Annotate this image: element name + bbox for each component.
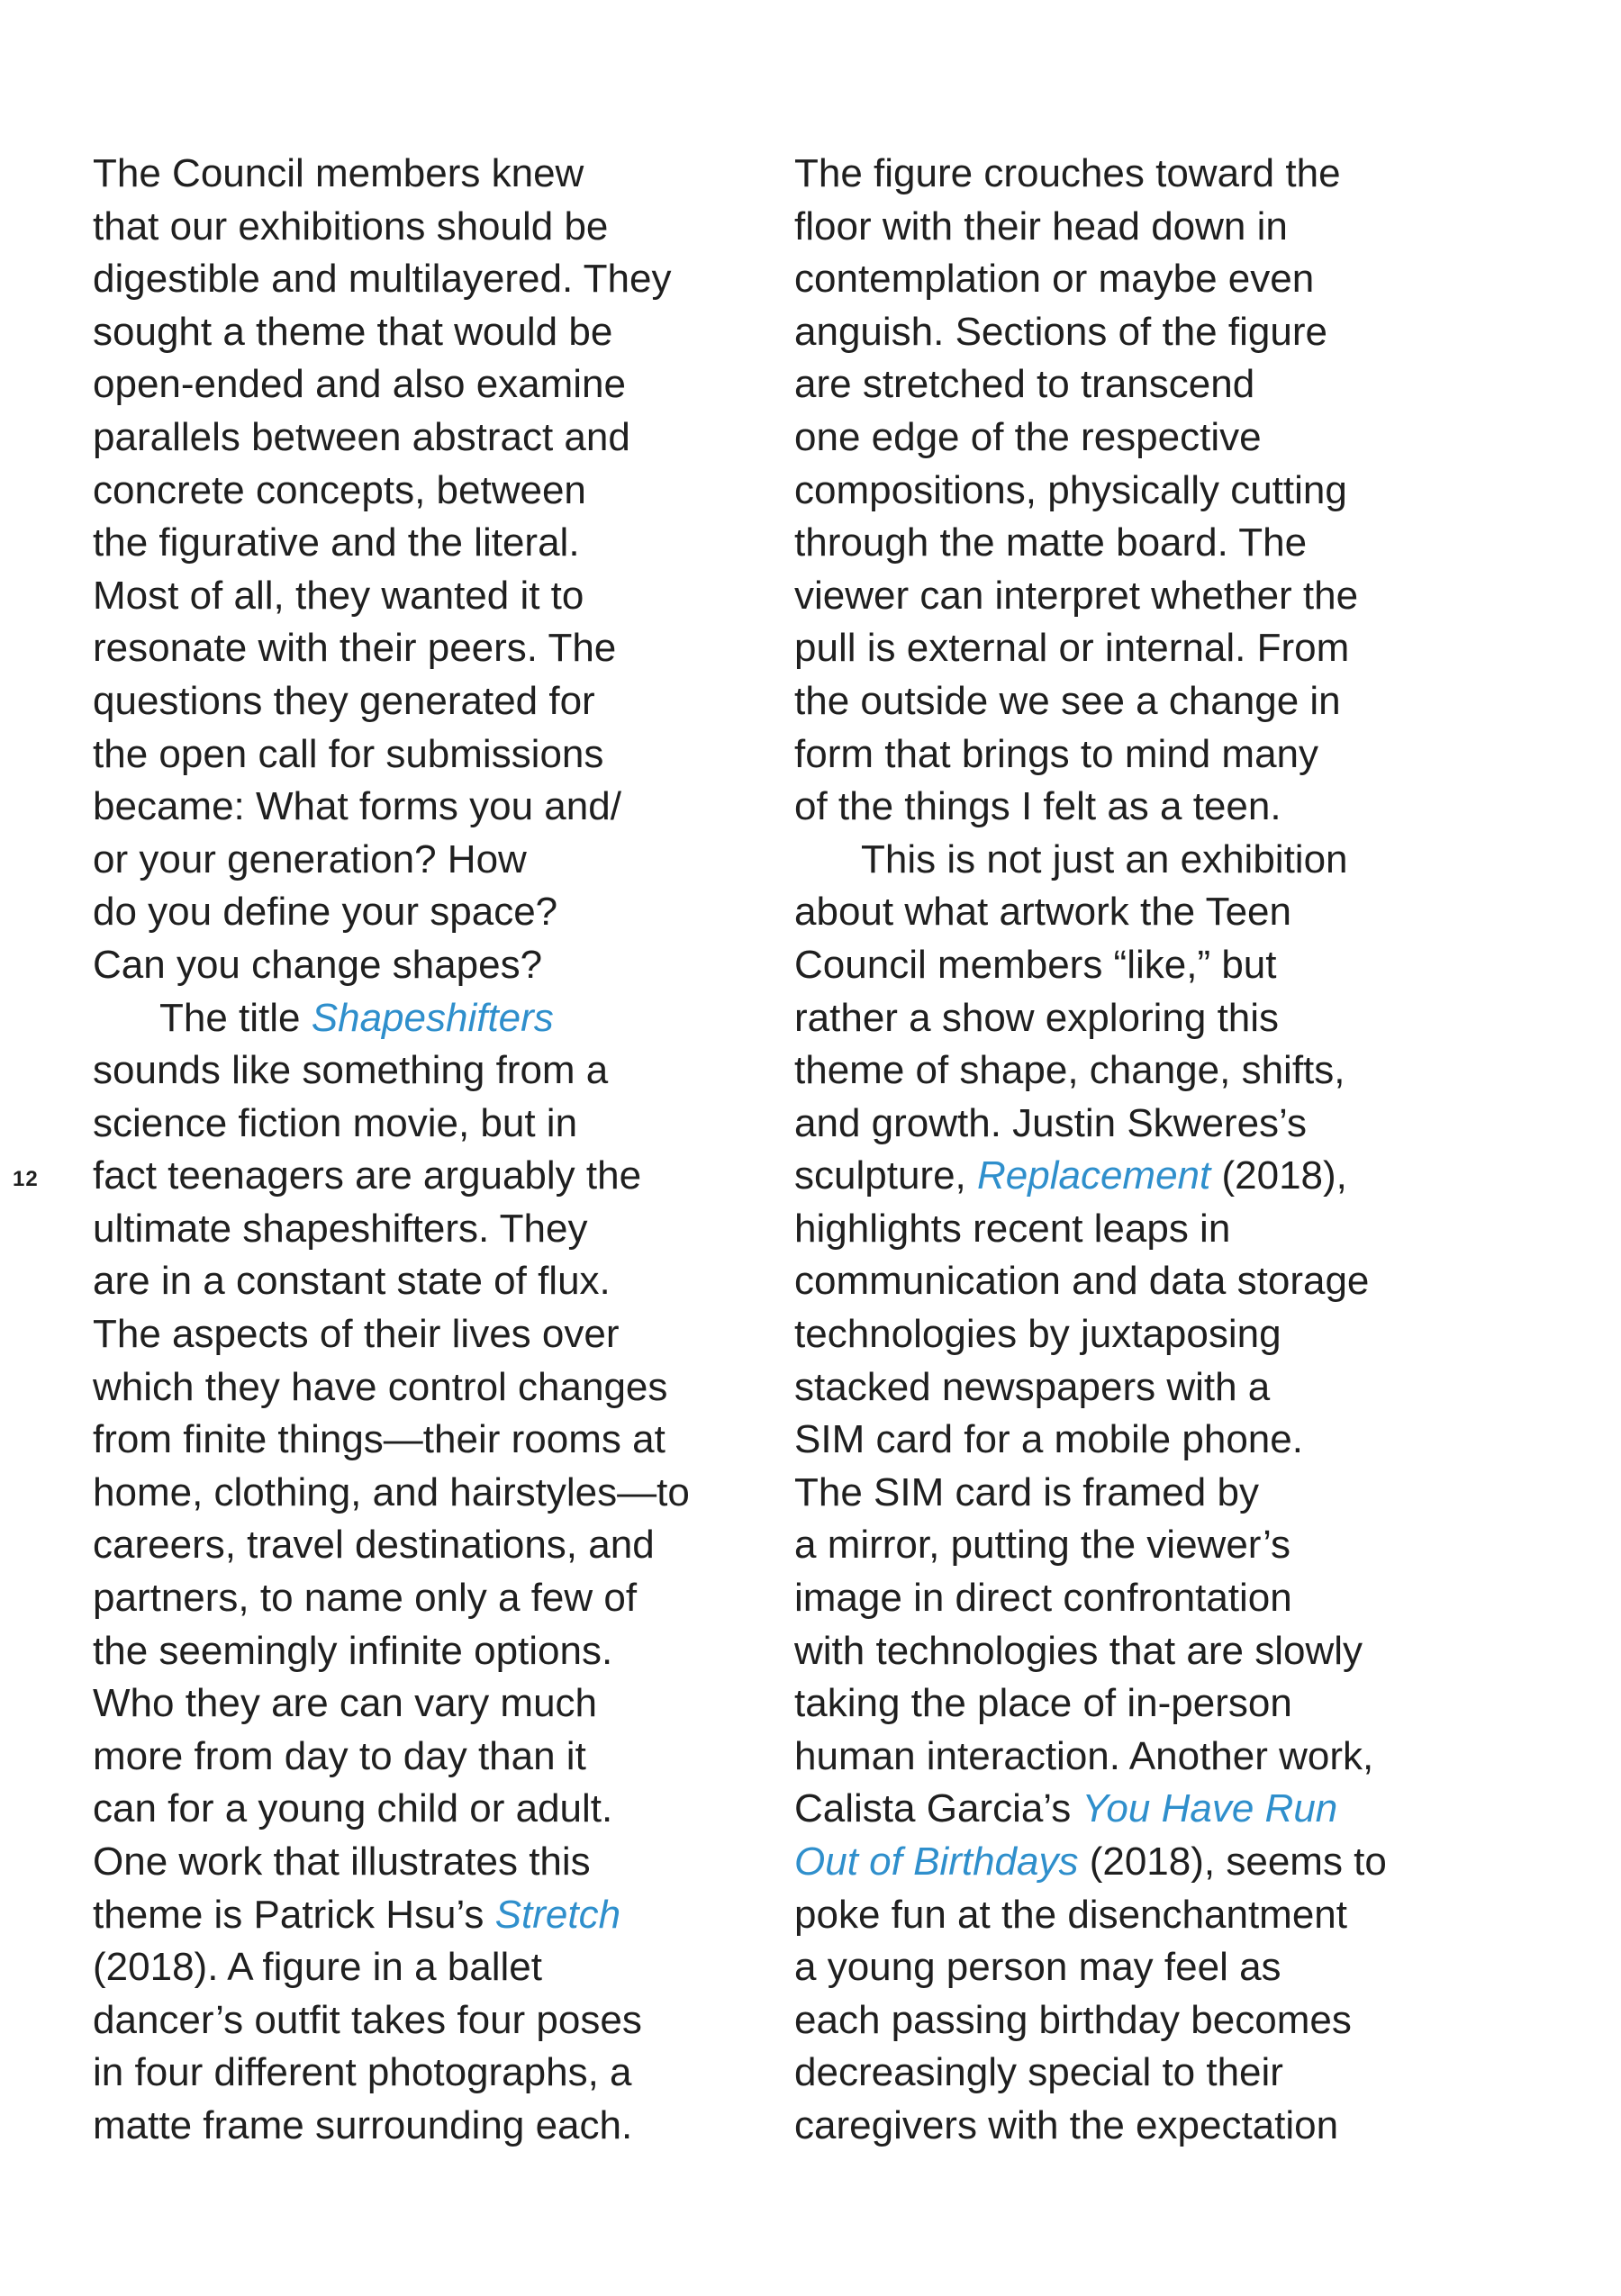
body-text: careers, travel destinations, and	[93, 1523, 655, 1568]
body-text: image in direct confrontation	[794, 1576, 1292, 1621]
text-line	[93, 201, 759, 254]
text-line	[93, 1677, 759, 1731]
text-line	[794, 1150, 1479, 1203]
text-line	[794, 517, 1479, 570]
body-text: The figure crouches toward the	[794, 151, 1341, 195]
body-text: highlights recent leaps in	[794, 1206, 1231, 1251]
body-text: through the matte board. The	[794, 520, 1308, 565]
text-line	[794, 1203, 1479, 1256]
text-line	[93, 781, 759, 834]
body-text: decreasingly special to their	[794, 2050, 1283, 2095]
text-line	[794, 622, 1479, 675]
text-line	[93, 1150, 759, 1203]
body-text: about what artwork the Teen	[794, 890, 1291, 935]
text-line	[794, 2047, 1479, 2100]
text-line	[794, 1308, 1479, 1361]
body-text: (2018),	[1210, 1153, 1347, 1198]
text-line	[794, 834, 1479, 887]
text-line	[93, 1889, 759, 1942]
text-line	[93, 1203, 759, 1256]
text-line	[794, 1731, 1479, 1784]
body-text: from finite things—their rooms at	[93, 1417, 666, 1462]
body-text: (2018). A figure in a ballet	[93, 1945, 542, 1990]
text-line	[93, 1467, 759, 1520]
text-line	[794, 358, 1479, 411]
text-line	[794, 1044, 1479, 1098]
body-text: dancer’s outfit takes four poses	[93, 1997, 642, 2042]
body-text: parallels between abstract and	[93, 414, 630, 459]
body-text: This is not just an exhibition	[861, 836, 1348, 881]
text-line	[93, 939, 759, 992]
text-line	[794, 939, 1479, 992]
text-line	[794, 886, 1479, 939]
text-line	[93, 1414, 759, 1467]
body-text: human interaction. Another work,	[794, 1733, 1374, 1778]
text-line	[93, 622, 759, 675]
body-text: Council members “like,” but	[794, 942, 1277, 987]
text-line	[794, 411, 1479, 465]
body-text: theme of shape, change, shifts,	[794, 1048, 1345, 1093]
text-line	[794, 1941, 1479, 1994]
text-line	[93, 1098, 759, 1151]
body-text: Most of all, they wanted it to	[93, 573, 584, 618]
body-text: (2018), seems to	[1078, 1840, 1387, 1884]
body-text: The aspects of their lives over	[93, 1312, 620, 1357]
text-line	[93, 411, 759, 465]
text-line	[794, 148, 1479, 201]
text-line	[794, 992, 1479, 1045]
text-line	[93, 1941, 759, 1994]
body-text: compositions, physically cutting	[794, 467, 1347, 512]
text-line	[93, 1044, 759, 1098]
text-line	[794, 1361, 1479, 1415]
text-line	[794, 306, 1479, 359]
body-text: SIM card for a mobile phone.	[794, 1417, 1303, 1462]
text-line	[93, 465, 759, 518]
text-line	[93, 570, 759, 623]
text-line	[794, 1836, 1479, 1889]
body-text: became: What forms you and/	[93, 784, 621, 829]
body-text: The Council members knew	[93, 151, 584, 195]
text-line	[93, 148, 759, 201]
body-text: that our exhibitions should be	[93, 203, 609, 249]
text-line	[93, 517, 759, 570]
body-text: matte frame surrounding each.	[93, 2102, 633, 2147]
text-line	[794, 1467, 1479, 1520]
text-line	[794, 1255, 1479, 1308]
text-line	[794, 570, 1479, 623]
text-line	[93, 1255, 759, 1308]
text-line	[794, 781, 1479, 834]
text-line	[93, 1361, 759, 1415]
body-text: stacked newspapers with a	[794, 1364, 1271, 1409]
text-line	[794, 1783, 1479, 1836]
body-text: a young person may feel as	[794, 1945, 1281, 1990]
body-text: sought a theme that would be	[93, 309, 613, 354]
body-text: more from day to day than it	[93, 1733, 586, 1778]
body-text: pull is external or internal. From	[794, 626, 1350, 671]
text-line	[794, 1625, 1479, 1678]
body-text: the outside we see a change in	[794, 678, 1341, 723]
body-text: rather a show exploring this	[794, 995, 1280, 1040]
body-text: can for a young child or adult.	[93, 1786, 613, 1831]
text-line	[794, 1994, 1479, 2047]
page-number: 12	[13, 1167, 39, 1191]
text-line	[93, 306, 759, 359]
body-text: which they have control changes	[93, 1364, 668, 1409]
body-text: the figurative and the literal.	[93, 520, 580, 565]
text-line	[794, 253, 1479, 306]
body-text: Calista Garcia’s	[794, 1786, 1082, 1831]
body-text: poke fun at the disenchantment	[794, 1892, 1347, 1937]
text-line	[93, 728, 759, 782]
text-line	[93, 253, 759, 306]
text-line	[93, 2047, 759, 2100]
text-line	[794, 201, 1479, 254]
text-line	[794, 1519, 1479, 1572]
body-text: resonate with their peers. The	[93, 626, 617, 671]
body-text: caregivers with the expectation	[794, 2102, 1339, 2147]
text-line	[93, 1308, 759, 1361]
text-line	[93, 358, 759, 411]
body-text: concrete concepts, between	[93, 467, 586, 512]
body-text: The SIM card is framed by	[794, 1469, 1259, 1514]
text-line	[794, 1098, 1479, 1151]
artwork-title: Stretch	[494, 1892, 621, 1937]
text-line	[794, 1572, 1479, 1625]
body-text: a mirror, putting the viewer’s	[794, 1523, 1291, 1568]
body-text: Who they are can vary much	[93, 1681, 598, 1726]
artwork-title: You Have Run	[1082, 1786, 1338, 1831]
text-line	[794, 2100, 1479, 2153]
body-text: anguish. Sections of the figure	[794, 309, 1327, 354]
body-text: science fiction movie, but in	[93, 1100, 578, 1145]
body-text: floor with their head down in	[794, 203, 1288, 249]
body-text: One work that illustrates this	[93, 1840, 591, 1884]
body-text: are in a constant state of flux.	[93, 1259, 611, 1304]
artwork-title: Shapeshifters	[311, 995, 554, 1040]
artwork-title: Out of Birthdays	[794, 1840, 1079, 1884]
body-text: sounds like something from a	[93, 1048, 609, 1093]
text-line	[794, 1889, 1479, 1942]
text-line	[93, 886, 759, 939]
right-text-column	[794, 148, 1479, 2153]
body-text: one edge of the respective	[794, 414, 1262, 459]
left-text-column	[93, 148, 759, 2153]
body-text: taking the place of in-person	[794, 1681, 1292, 1726]
text-line	[794, 675, 1479, 728]
text-line	[93, 1519, 759, 1572]
text-line	[93, 1783, 759, 1836]
body-text: do you define your space?	[93, 890, 558, 935]
body-text: and growth. Justin Skweres’s	[794, 1100, 1308, 1145]
text-line	[93, 1572, 759, 1625]
text-line	[93, 1625, 759, 1678]
body-text: of the things I felt as a teen.	[794, 784, 1281, 829]
body-text: theme is Patrick Hsu’s	[93, 1892, 495, 1937]
text-line	[794, 1677, 1479, 1731]
artwork-title: Replacement	[976, 1153, 1211, 1198]
text-line	[93, 1731, 759, 1784]
body-text: The title	[159, 995, 312, 1040]
text-line	[794, 1414, 1479, 1467]
body-text: contemplation or maybe even	[794, 257, 1315, 302]
body-text: form that brings to mind many	[794, 731, 1319, 776]
body-text: open-ended and also examine	[93, 362, 627, 407]
body-text: viewer can interpret whether the	[794, 573, 1359, 618]
body-text: with technologies that are slowly	[794, 1628, 1363, 1673]
body-text: are stretched to transcend	[794, 362, 1255, 407]
text-line	[93, 834, 759, 887]
body-text: the open call for submissions	[93, 731, 604, 776]
text-line	[93, 992, 759, 1045]
text-line	[794, 728, 1479, 782]
text-line	[93, 2100, 759, 2153]
body-text: questions they generated for	[93, 678, 595, 723]
body-text: home, clothing, and hairstyles—to	[93, 1469, 690, 1514]
body-text: or your generation? How	[93, 836, 527, 881]
body-text: Can you change shapes?	[93, 942, 543, 987]
body-text: partners, to name only a few of	[93, 1576, 638, 1621]
body-text: fact teenagers are arguably the	[93, 1153, 642, 1198]
text-line	[794, 465, 1479, 518]
body-text: digestible and multilayered. They	[93, 257, 672, 302]
text-line	[93, 1836, 759, 1889]
body-text: the seemingly infinite options.	[93, 1628, 613, 1673]
body-text: each passing birthday becomes	[794, 1997, 1352, 2042]
body-text: in four different photographs, a	[93, 2050, 632, 2095]
body-text: communication and data storage	[794, 1259, 1370, 1304]
text-line	[93, 1994, 759, 2047]
body-text: ultimate shapeshifters. They	[93, 1206, 588, 1251]
body-text: technologies by juxtaposing	[794, 1312, 1281, 1357]
body-text: sculpture,	[794, 1153, 977, 1198]
text-line	[93, 675, 759, 728]
